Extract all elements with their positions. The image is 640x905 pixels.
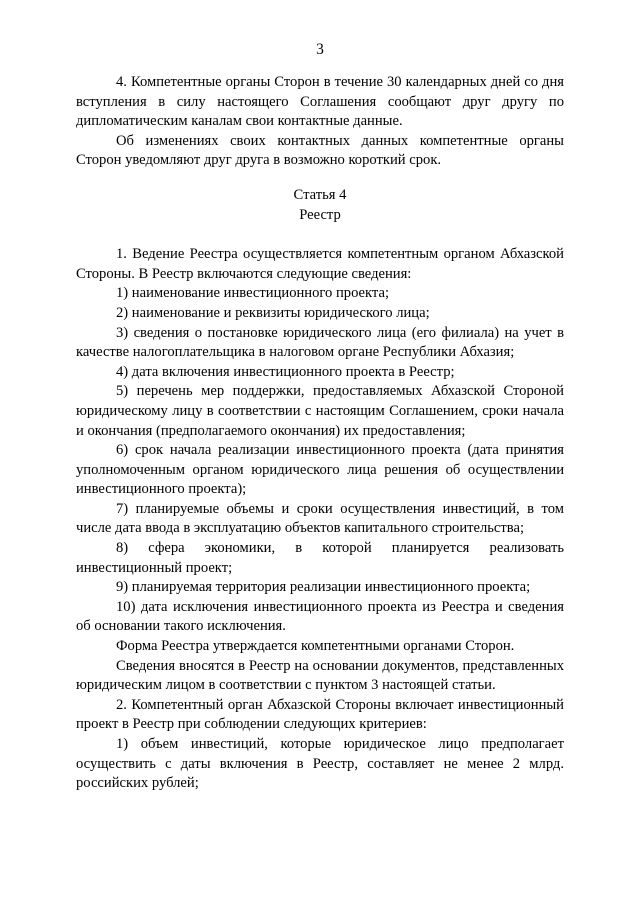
article-number: Статья 4	[293, 186, 347, 203]
page-number: 3	[316, 41, 324, 58]
list-item: 9) планируемая территория реализации инвестиционного проекта;	[116, 579, 531, 596]
paragraph: Сведения вносятся в Реестр на основании документов, представленных юридическим лицом в соответствии с пунктом 3 настоящей статьи.	[76, 657, 564, 694]
list-item: 1) объем инвестиций, которые юридическое лицо предполагает осуществить с даты включения в Реестр, составляет не менее 2 млрд. российских рублей;	[76, 736, 564, 792]
paragraph: 4. Компетентные органы Сторон в течение 30 календарных дней со дня вступления в силу настоящего Соглашения сообщают друг другу по дипломатическим каналам свои контактные данные.	[76, 74, 564, 130]
article-title: Реестр	[299, 206, 341, 223]
document-body	[76, 73, 564, 794]
list-item: 2) наименование и реквизиты юридического лица;	[116, 304, 430, 321]
list-item: 4) дата включения инвестиционного проекта в Реестр;	[116, 363, 455, 380]
paragraph: Форма Реестра утверждается компетентными органами Сторон.	[116, 638, 515, 655]
list-item: 5) перечень мер поддержки, предоставляемых Абхазской Стороной юридическому лицу в соответствии с настоящим Соглашением, сроки начала и окончания (предполагаемого окончания) их предоставления;	[76, 383, 564, 439]
list-item: 3) сведения о постановке юридического лица (его филиала) на учет в качестве налогоплательщика в налоговом органе Республики Абхазия;	[76, 324, 564, 361]
article-heading	[76, 186, 564, 225]
paragraph: Об изменениях своих контактных данных компетентные органы Сторон уведомляют друг друга в возможно короткий срок.	[76, 132, 564, 169]
list-item: 8) сфера экономики, в которой планируется реализовать инвестиционный проект;	[76, 540, 564, 576]
paragraph: 2. Компетентный орган Абхазской Стороны включает инвестиционный проект в Реестр при соблюдении следующих критериев:	[76, 696, 564, 733]
list-item: 10) дата исключения инвестиционного проекта из Реестра и сведения об основании такого исключения.	[76, 598, 564, 635]
list-item: 1) наименование инвестиционного проекта;	[116, 285, 390, 302]
list-item: 6) срок начала реализации инвестиционного проекта (дата принятия уполномоченным органом юридического лица решения об осуществлении инвестиционного проекта);	[76, 442, 564, 498]
list-item: 7) планируемые объемы и сроки осуществления инвестиций, в том числе дата ввода в эксплуатацию объектов капитального строительства;	[76, 500, 564, 537]
paragraph: 1. Ведение Реестра осуществляется компетентным органом Абхазской Стороны. В Реестр включаются следующие сведения:	[76, 246, 564, 282]
